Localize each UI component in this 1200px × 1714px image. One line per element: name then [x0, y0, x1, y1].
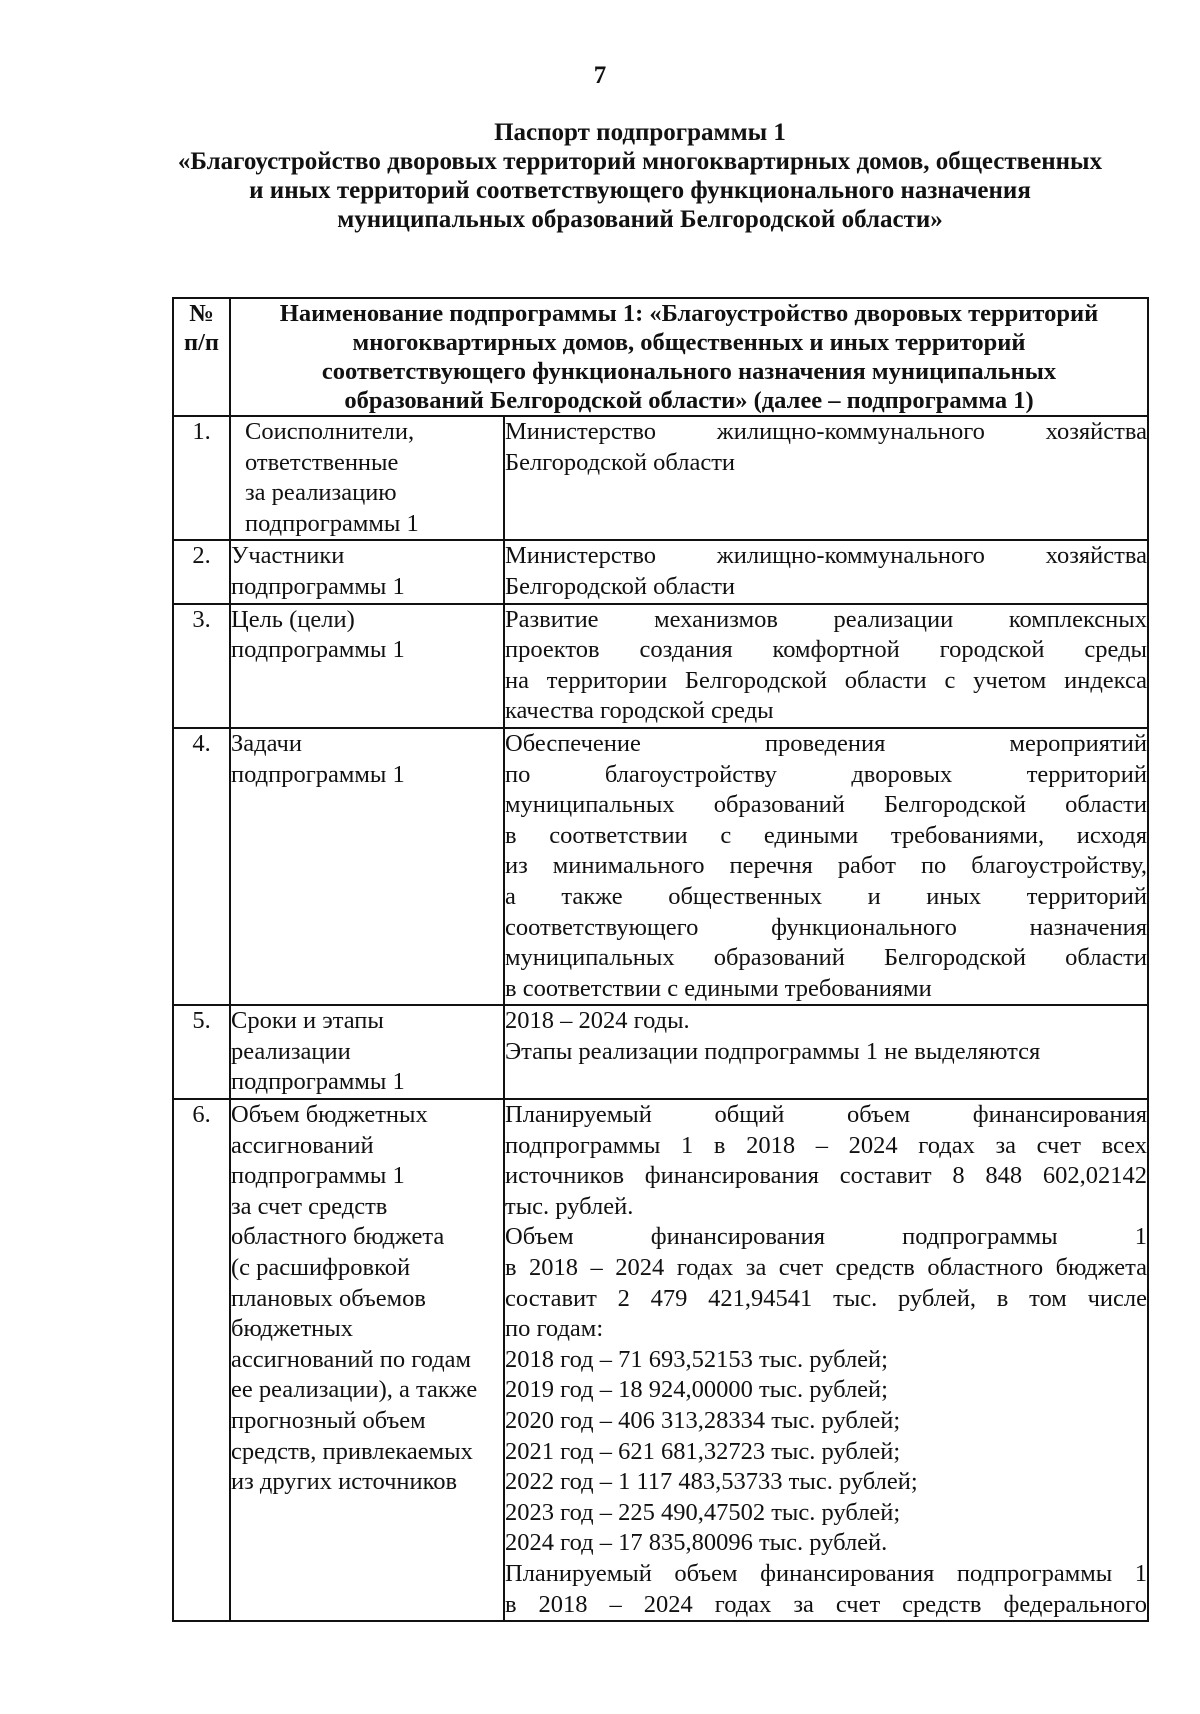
row-value-line: 2019 год – 18 924,00000 тыс. рублей; [505, 1376, 888, 1404]
row-value-line: Министерство жилищно-коммунального хозяйства [505, 542, 1147, 570]
row-value-line: Обеспечение проведения мероприятий [505, 729, 1147, 757]
row-value-line: соответствующего функционального назначения [505, 913, 1147, 941]
row-value-line: Планируемый объем финансирования подпрограммы 1 [505, 1559, 1147, 1587]
table-header-row [173, 298, 1148, 416]
row-value-line: Министерство жилищно-коммунального хозяйства [505, 418, 1147, 445]
row-name-line: подпрограммы 1 [231, 1068, 405, 1096]
table-row [173, 1099, 1148, 1621]
row-name-line: Задачи [231, 729, 302, 757]
row-number-cell [173, 1099, 230, 1621]
row-name-line: Соисполнители, [245, 418, 415, 445]
row-name-line: подпрограммы 1 [231, 760, 405, 788]
header-number-label: № [189, 300, 214, 327]
row-number: 4. [192, 729, 211, 757]
document-title [140, 118, 1140, 234]
header-title-line: образований Белгородской области» (далее – подпрограмма 1) [344, 387, 1034, 414]
row-value-cell [504, 604, 1148, 728]
title-line: муниципальных образований Белгородской области» [337, 206, 943, 233]
table-row [173, 416, 1148, 540]
title-line: и иных территорий соответствующего функционального назначения [249, 177, 1031, 204]
row-value-line: Этапы реализации подпрограммы 1 не выделяются [505, 1037, 1041, 1065]
row-value-line: подпрограммы 1 в 2018 – 2024 годах за счет всех [505, 1131, 1147, 1159]
row-name-cell [230, 604, 504, 728]
row-number-cell [173, 728, 230, 1005]
row-value-line: в 2018 – 2024 годах за счет средств федерального [505, 1590, 1147, 1618]
row-value-line: по благоустройству дворовых территорий [505, 760, 1147, 788]
header-title-line: соответствующего функционального назначения муниципальных [321, 358, 1057, 385]
row-name-line: подпрограммы 1 [245, 509, 419, 537]
row-name-line: ее реализации), а также [231, 1376, 478, 1404]
row-value-line: в соответствии с едиными требованиями [505, 974, 932, 1002]
row-value-line: Белгородской области [505, 448, 736, 476]
row-name-line: реализации [231, 1037, 351, 1065]
row-value-line: качества городской среды [505, 697, 774, 725]
row-value-line: 2022 год – 1 117 483,53733 тыс. рублей; [505, 1468, 918, 1496]
table-row [173, 604, 1148, 728]
row-value-line: 2024 год – 17 835,80096 тыс. рублей. [505, 1529, 888, 1557]
row-value-cell [504, 1099, 1148, 1621]
table-row [173, 728, 1148, 1005]
row-name-line: подпрограммы 1 [231, 572, 405, 600]
row-name-line: Объем бюджетных [231, 1101, 428, 1129]
row-name-line: за счет средств [231, 1192, 388, 1220]
row-name-line: плановых объемов [231, 1284, 426, 1312]
row-value-line: на территории Белгородской области с учетом индекса [505, 666, 1147, 694]
row-value-line: 2018 год – 71 693,52153 тыс. рублей; [505, 1345, 888, 1373]
row-number: 5. [192, 1007, 211, 1035]
row-value-line: в соответствии с едиными требованиями, исходя [505, 821, 1147, 849]
row-value-line: Белгородской области [505, 572, 736, 600]
row-name-line: областного бюджета [231, 1223, 445, 1251]
row-number-cell [173, 1005, 230, 1099]
row-name-cell [230, 1005, 504, 1099]
row-name-cell [230, 540, 504, 603]
row-value-line: проектов создания комфортной городской среды [505, 636, 1147, 664]
row-value-line: из минимального перечня работ по благоустройству, [505, 852, 1147, 880]
row-value-line: Объем финансирования подпрограммы 1 [505, 1223, 1147, 1251]
table-row [173, 1005, 1148, 1099]
row-name-line: за реализацию [245, 479, 397, 507]
row-value-line: 2018 – 2024 годы. [505, 1007, 690, 1035]
row-number-cell [173, 416, 230, 540]
row-value-line: 2021 год – 621 681,32723 тыс. рублей; [505, 1437, 901, 1465]
row-name-line: Сроки и этапы [231, 1007, 384, 1035]
title-line: Паспорт подпрограммы 1 [494, 119, 786, 146]
row-value-line: Планируемый общий объем финансирования [505, 1101, 1147, 1129]
row-value-line: 2023 год – 225 490,47502 тыс. рублей; [505, 1498, 901, 1526]
row-name-line: ассигнований [231, 1131, 374, 1159]
row-value-line: муниципальных образований Белгородской области [505, 944, 1147, 972]
header-title-cell [230, 298, 1148, 416]
row-value-cell [504, 416, 1148, 540]
row-name-cell [230, 1099, 504, 1621]
row-name-line: прогнозный объем [231, 1407, 426, 1434]
page-number: 7 [593, 62, 607, 89]
row-name-line: ассигнований по годам [231, 1345, 472, 1373]
row-number: 6. [192, 1101, 211, 1129]
row-name-cell [230, 416, 504, 540]
header-number-cell [173, 298, 230, 416]
title-line: «Благоустройство дворовых территорий многоквартирных домов, общественных [177, 148, 1103, 175]
header-title-line: Наименование подпрограммы 1: «Благоустройство дворовых территорий [279, 300, 1099, 327]
row-value-cell [504, 1005, 1148, 1099]
row-value-line: тыс. рублей. [505, 1192, 634, 1220]
row-number: 1. [192, 418, 211, 445]
row-name-line: бюджетных [231, 1315, 353, 1343]
row-value-line: источников финансирования составит 8 848 602,02142 [505, 1162, 1147, 1190]
row-name-line: (с расшифровкой [231, 1254, 411, 1282]
row-name-line: Участники [231, 542, 345, 570]
row-number-cell [173, 540, 230, 603]
row-value-line: муниципальных образований Белгородской области [505, 791, 1147, 819]
header-title-line: многоквартирных домов, общественных и иных территорий [352, 329, 1026, 356]
row-number-cell [173, 604, 230, 728]
row-value-line: Развитие механизмов реализации комплексных [505, 605, 1147, 633]
row-name-line: Цель (цели) [231, 605, 355, 633]
row-value-line: в 2018 – 2024 годах за счет средств областного бюджета [505, 1254, 1147, 1282]
row-value-cell [504, 728, 1148, 1005]
row-name-line: из других источников [231, 1468, 458, 1496]
row-name-line: подпрограммы 1 [231, 1162, 405, 1190]
row-value-line: а также общественных и иных территорий [505, 882, 1147, 910]
row-value-cell [504, 540, 1148, 603]
row-value-line: 2020 год – 406 313,28334 тыс. рублей; [505, 1407, 901, 1434]
table-row [173, 540, 1148, 603]
row-number: 2. [192, 542, 211, 570]
row-number: 3. [192, 605, 211, 633]
row-value-line: по годам: [505, 1315, 604, 1343]
row-name-cell [230, 728, 504, 1005]
row-name-line: средств, привлекаемых [231, 1437, 473, 1465]
header-number-label: п/п [183, 329, 220, 356]
row-value-line: составит 2 479 421,94541 тыс. рублей, в том числе [505, 1284, 1147, 1312]
passport-table [172, 297, 1149, 1622]
row-name-line: подпрограммы 1 [231, 636, 405, 664]
row-name-line: ответственные [245, 448, 399, 476]
